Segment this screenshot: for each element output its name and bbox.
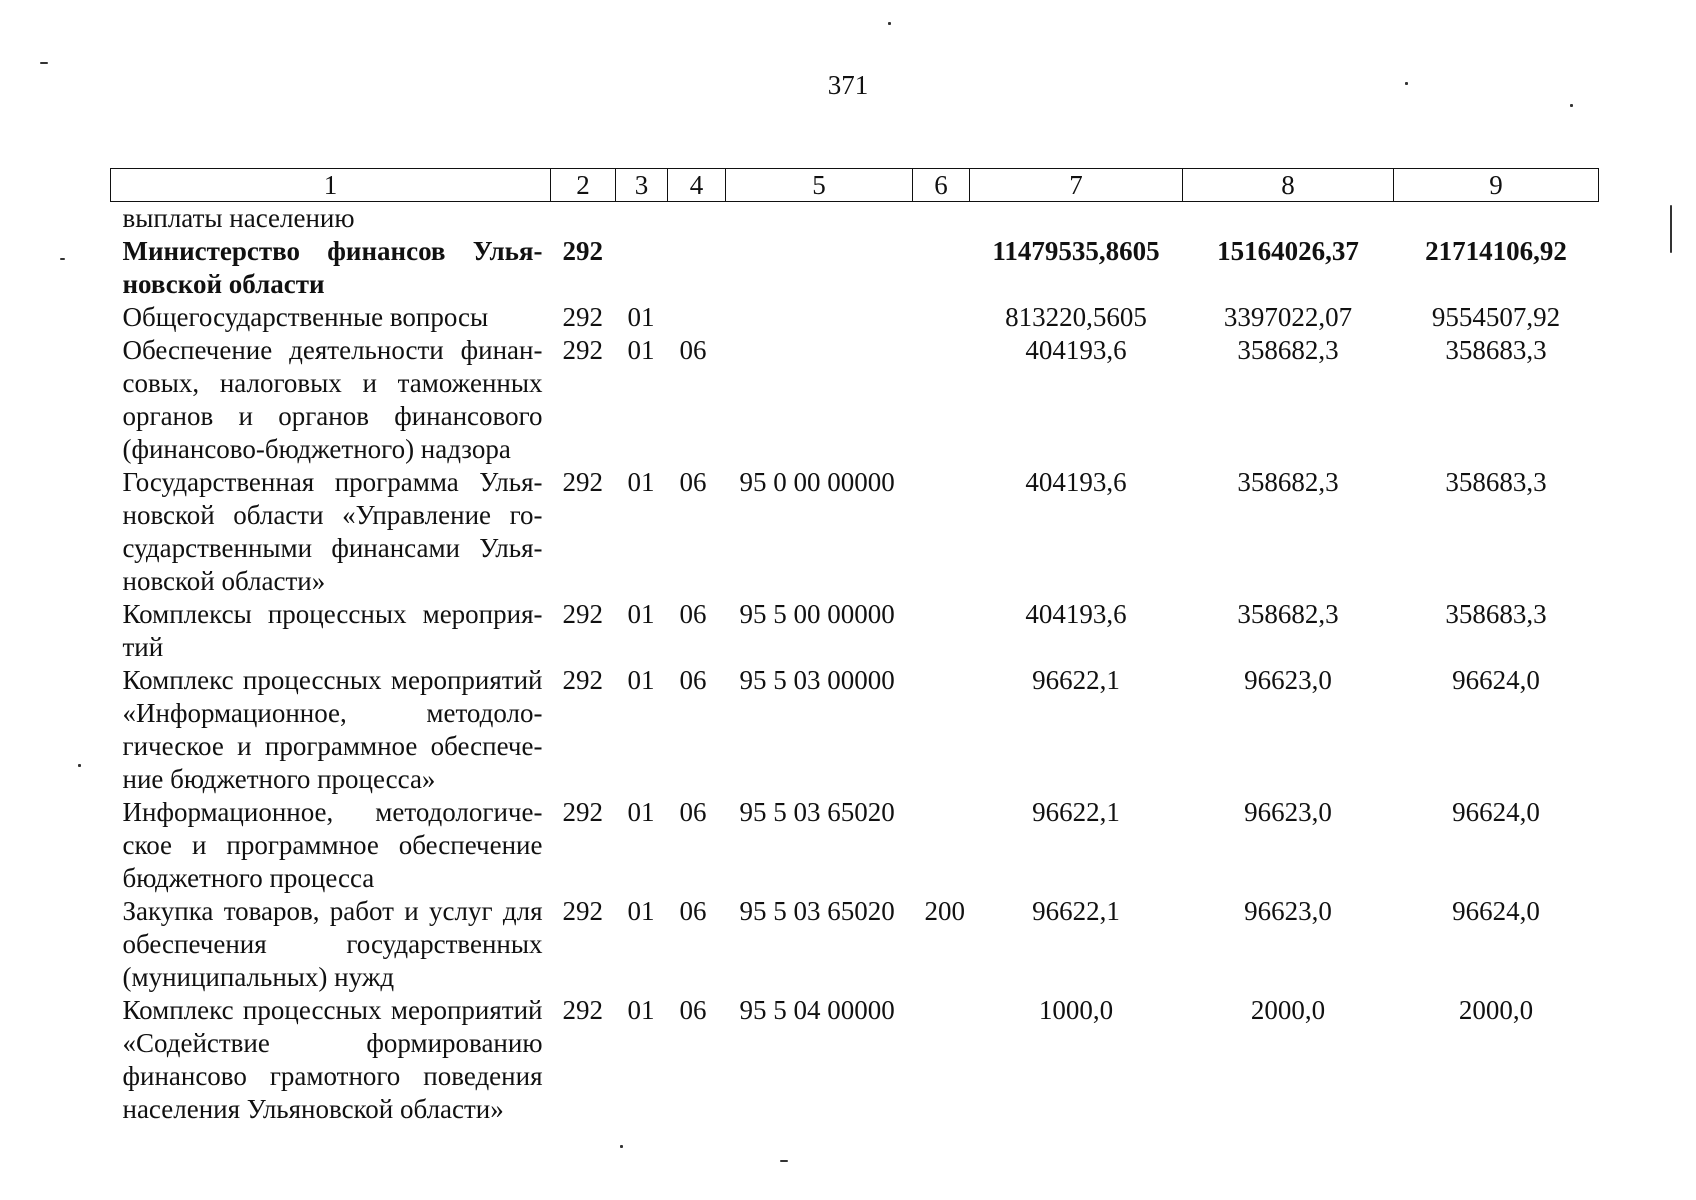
cell-target-article (726, 202, 913, 236)
cell-amount-col8 (1183, 202, 1394, 236)
cell-expense-type (913, 598, 970, 664)
cell-expense-type (913, 994, 970, 1126)
cell-subsection-code: 06 (679, 467, 707, 497)
cell-section-code: 01 (627, 599, 655, 629)
header-row (111, 169, 1599, 202)
cell-name: Комплекс процессных мероприятий «Информационное, методологическое и программное обеспечение бюджетного процесса» (122, 665, 543, 794)
cell-section-code: 01 (627, 335, 655, 365)
cell-subsection-code: 06 (679, 335, 707, 365)
cell-amount-col9: 358683,3 (1445, 335, 1547, 365)
cell-administrator-code: 292 (562, 797, 603, 827)
cell-amount-col9: 96624,0 (1452, 797, 1540, 827)
cell-expense-type (913, 466, 970, 598)
table-row (111, 466, 1599, 598)
cell-amount-col9: 2000,0 (1458, 995, 1534, 1025)
cell-amount-col8: 358682,3 (1237, 335, 1339, 365)
cell-administrator-code: 292 (562, 335, 603, 365)
cell-name: Комплекс процессных мероприятий «Содействие формированию финансово грамотного поведения населения Ульяновской области» (122, 995, 543, 1124)
cell-section-code: 01 (627, 302, 655, 332)
cell-amount-col8: 96623,0 (1244, 665, 1332, 695)
cell-amount-col8: 3397022,07 (1223, 302, 1353, 332)
cell-subsection-code (668, 235, 726, 301)
cell-amount-col7: 813220,5605 (1005, 302, 1147, 332)
scan-speck (1405, 82, 1408, 85)
cell-subsection-code: 06 (679, 995, 707, 1025)
cell-amount-col7: 404193,6 (1025, 599, 1127, 629)
cell-amount-col9: 358683,3 (1445, 467, 1547, 497)
cell-amount-col8: 96623,0 (1244, 797, 1332, 827)
header-col-7: 7 (970, 169, 1183, 202)
scan-speck (78, 764, 81, 767)
scan-speck (780, 1160, 788, 1162)
table-row (111, 598, 1599, 664)
cell-target-article: 95 5 03 65020 (739, 896, 895, 926)
table-row (111, 334, 1599, 466)
cell-subsection-code: 06 (679, 665, 707, 695)
cell-name: Государственная программа Ульяновской области «Управление государственными финансами Ульяновской области» (122, 467, 543, 596)
header-col-9: 9 (1394, 169, 1599, 202)
table-row (111, 796, 1599, 895)
cell-administrator-code: 292 (562, 599, 603, 629)
cell-expense-type (913, 301, 970, 334)
table-row (111, 895, 1599, 994)
table-row (111, 301, 1599, 334)
cell-section-code: 01 (627, 665, 655, 695)
cell-target-article (726, 301, 913, 334)
cell-amount-col8: 15164026,37 (1217, 236, 1359, 266)
cell-amount-col7: 404193,6 (1025, 335, 1127, 365)
cell-amount-col7: 96622,1 (1032, 896, 1120, 926)
table-row (111, 994, 1599, 1126)
cell-amount-col8: 96623,0 (1244, 896, 1332, 926)
cell-administrator-code: 292 (562, 896, 603, 926)
cell-subsection-code (668, 301, 726, 334)
cell-target-article: 95 5 03 00000 (739, 665, 895, 695)
cell-section-code (616, 202, 668, 236)
table-row (111, 664, 1599, 796)
cell-amount-col7: 404193,6 (1025, 467, 1127, 497)
header-col-3: 3 (616, 169, 668, 202)
cell-subsection-code: 06 (679, 797, 707, 827)
cell-target-article (726, 235, 913, 301)
scan-speck (1570, 104, 1573, 107)
cell-target-article: 95 5 00 00000 (739, 599, 895, 629)
header-col-4: 4 (668, 169, 726, 202)
cell-amount-col9: 358683,3 (1445, 599, 1547, 629)
cell-amount-col7: 11479535,8605 (992, 236, 1160, 266)
header-col-8: 8 (1183, 169, 1394, 202)
cell-amount-col9: 96624,0 (1452, 896, 1540, 926)
cell-administrator-code (551, 202, 616, 236)
table-header (111, 169, 1599, 202)
cell-amount-col7: 96622,1 (1032, 665, 1120, 695)
cell-administrator-code: 292 (562, 302, 603, 332)
cell-section-code: 01 (627, 896, 655, 926)
header-col-1: 1 (111, 169, 551, 202)
cell-name: Информационное, методологическое и программное обеспечение бюджетного процесса (122, 797, 543, 893)
cell-section-code: 01 (627, 995, 655, 1025)
cell-amount-col7: 96622,1 (1032, 797, 1120, 827)
cell-amount-col8: 358682,3 (1237, 599, 1339, 629)
cell-expense-type (913, 796, 970, 895)
cell-administrator-code: 292 (562, 236, 603, 266)
cell-target-article (726, 334, 913, 466)
scan-speck (888, 22, 891, 25)
header-col-5: 5 (726, 169, 913, 202)
cell-subsection-code (668, 202, 726, 236)
cell-name: Закупка товаров, работ и услуг для обеспечения государственных (муниципальных) нужд (122, 896, 543, 992)
page-number: 371 (827, 70, 869, 100)
cell-expense-type (913, 334, 970, 466)
cell-name: Комплексы процессных мероприятий (122, 599, 543, 662)
header-col-2: 2 (551, 169, 616, 202)
cell-section-code (616, 235, 668, 301)
header-col-6: 6 (913, 169, 970, 202)
cell-name: Министерство финансов Ульяновской области (122, 236, 543, 299)
cell-administrator-code: 292 (562, 995, 603, 1025)
cell-name: Общегосударственные вопросы (122, 302, 489, 332)
scan-speck (40, 62, 48, 64)
cell-amount-col8: 358682,3 (1237, 467, 1339, 497)
budget-table (110, 168, 1599, 1126)
cell-administrator-code: 292 (562, 665, 603, 695)
table-row (111, 202, 1599, 236)
cell-name: выплаты населению (122, 203, 355, 233)
budget-table-container (110, 168, 1598, 1126)
cell-administrator-code: 292 (562, 467, 603, 497)
cell-amount-col7 (970, 202, 1183, 236)
cell-section-code: 01 (627, 467, 655, 497)
table-row (111, 235, 1599, 301)
scan-speck (1670, 205, 1672, 253)
cell-amount-col9 (1394, 202, 1599, 236)
cell-expense-type (913, 235, 970, 301)
cell-section-code: 01 (627, 797, 655, 827)
cell-target-article: 95 5 04 00000 (739, 995, 895, 1025)
cell-subsection-code: 06 (679, 896, 707, 926)
scan-speck (620, 1145, 623, 1148)
scan-speck (60, 258, 65, 260)
cell-name: Обеспечение деятельности финансовых, налоговых и таможенных органов и органов финансового (финансово-бюджетного) надзора (122, 335, 543, 464)
cell-target-article: 95 5 03 65020 (739, 797, 895, 827)
cell-amount-col9: 96624,0 (1452, 665, 1540, 695)
cell-amount-col9: 21714106,92 (1425, 236, 1567, 266)
table-body (111, 202, 1599, 1127)
cell-expense-type (913, 202, 970, 236)
cell-expense-type (913, 664, 970, 796)
cell-target-article: 95 0 00 00000 (739, 467, 895, 497)
cell-subsection-code: 06 (679, 599, 707, 629)
cell-amount-col8: 2000,0 (1250, 995, 1326, 1025)
cell-expense-type: 200 (924, 896, 965, 926)
cell-amount-col9: 9554507,92 (1431, 302, 1561, 332)
cell-amount-col7: 1000,0 (1038, 995, 1114, 1025)
